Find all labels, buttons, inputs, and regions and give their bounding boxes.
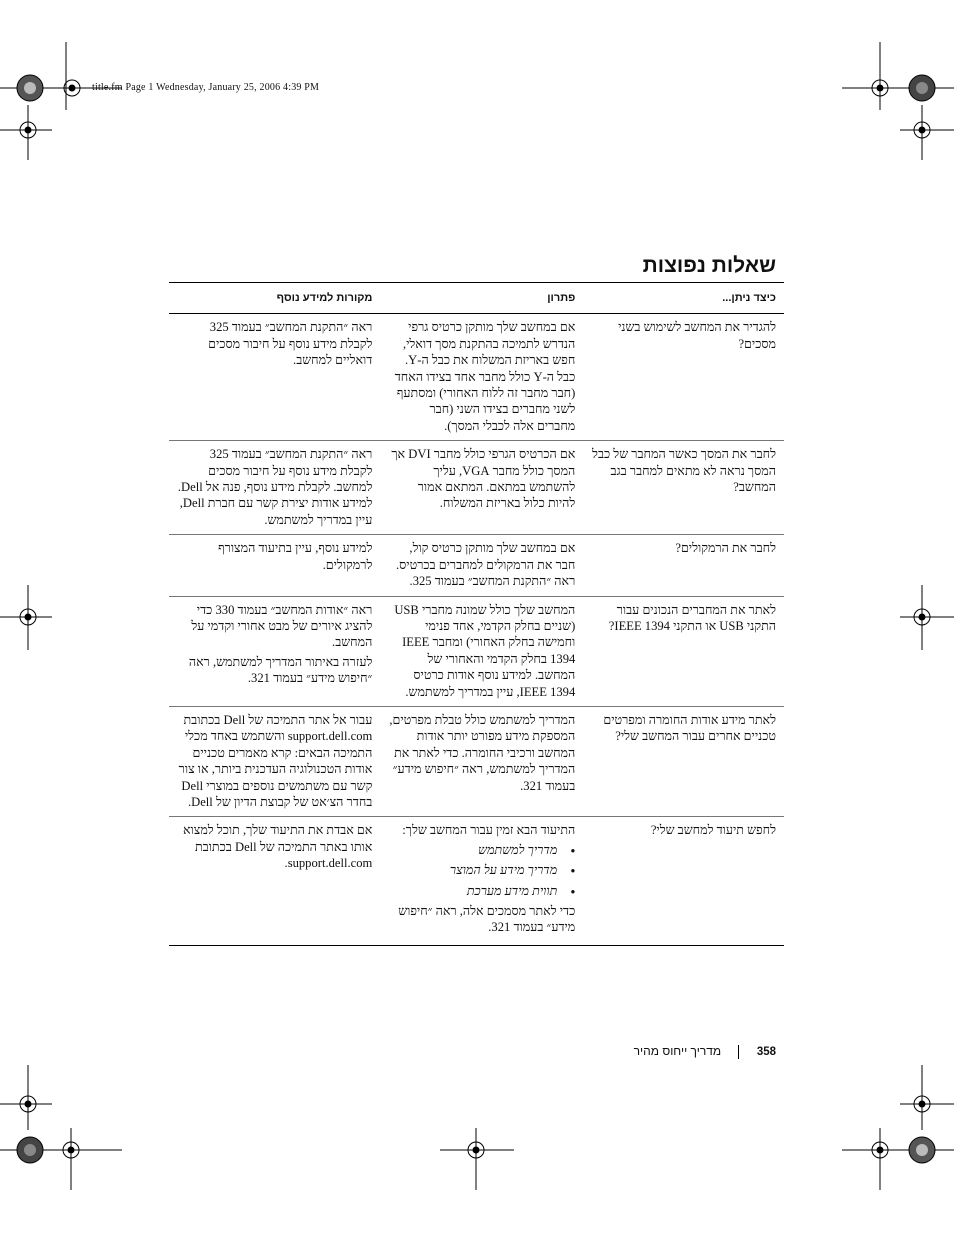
print-header-info: title.fm Page 1 Wednesday, January 25, 2006 4:39 PM	[92, 82, 320, 93]
registration-starburst	[909, 75, 935, 101]
solution-cell: אם במחשב שלך מותקן כרטיס קול, חבר את הרמקולים למחברים בכרטיס. ראה ״התקנת המחשב״ בעמוד 325.	[380, 535, 583, 596]
list-item: ● מדריך למשתמש	[388, 842, 557, 858]
registration-starburst	[17, 75, 43, 101]
question-cell: לחפש תיעוד למחשב שלי?	[583, 817, 784, 945]
column-header-solution: פתרון	[380, 283, 583, 314]
page-title: שאלות נפוצות	[642, 254, 776, 277]
list-item: ● תווית מידע מערכת	[388, 883, 557, 899]
registration-starburst	[17, 1137, 43, 1163]
list-item: ● מדריך מידע על המוצר	[388, 862, 557, 878]
solution-cell: המדריך למשתמש כולל טבלת מפרטים, המספקת מידע מפורט יותר אודות המחשב ורכיבי החומרה. כדי לאתר את המדריך למשתמש, ראה ״חיפוש מידע״ בעמוד 321.	[380, 706, 583, 816]
resources-cell: אם אבדת את התיעוד שלך, תוכל למצוא אותו באתר התמיכה של Dell בכתובת support.dell.com.	[169, 817, 380, 945]
resources-cell: ראה ״התקנת המחשב״ בעמוד 325 לקבלת מידע נוסף על חיבור מסכים למחשב. לקבלת מידע נוסף, פנה אל Dell. למידע אודות יצירת קשר עם חברת Dell, עיין במדריך למשתמש.	[169, 441, 380, 535]
footer-divider	[738, 1045, 739, 1059]
resources-cell	[169, 596, 380, 706]
table-row	[169, 314, 784, 441]
solution-cell	[380, 817, 583, 945]
question-cell: להגדיר את המחשב לשימוש בשני מסכים?	[583, 314, 784, 441]
page-footer	[634, 1044, 776, 1059]
table-header-row	[169, 283, 784, 314]
question-cell: לאתר מידע אודות החומרה ומפרטים טכניים אחרים עבור המחשב שלי?	[583, 706, 784, 816]
resources-paragraph: לעזרה באיתור המדריך למשתמש, ראה ״חיפוש מידע״ בעמוד 321.	[188, 654, 373, 686]
solution-intro: התיעוד הבא זמין עבור המחשב שלך:	[402, 823, 576, 838]
question-cell: לחבר את הרמקולים?	[583, 535, 784, 596]
guide-name: מדריך ייחוס מהיר	[633, 1044, 722, 1058]
registration-starburst	[909, 1137, 935, 1163]
resources-cell: עבור אל אתר התמיכה של Dell בכתובת support.dell.com והשתמש באחד מכלי התמיכה הבאים: קרא מאמרים טכניים אודות הטכנולוגיה העדכנית ביותר, או צור קשר עם משתמשים נוספים במוצרי Dell בחדר הצ׳אט של קבוצת הדיון של Dell.	[169, 706, 380, 816]
documentation-list	[388, 842, 575, 899]
solution-cell: המחשב שלך כולל שמונה מחברי USB (שניים בחלק הקדמי, אחד פנימי וחמישה בחלק האחורי) ומחבר IEEE 1394 בחלק הקדמי והאחורי של המחשב. למידע נוסף אודות כרטיס IEEE 1394, עיין במדריך למשתמש.	[380, 596, 583, 706]
question-cell: לחבר את המסך כאשר המחבר של כבל המסך נראה לא מתאים למחבר בגב המחשב?	[583, 441, 784, 535]
table-row	[169, 441, 784, 535]
faq-table	[169, 282, 784, 946]
table-row	[169, 817, 784, 945]
table-row	[169, 535, 784, 596]
table-row	[169, 706, 784, 816]
question-cell: לאתר את המחברים הנכונים עבור התקני USB או התקני IEEE 1394?	[583, 596, 784, 706]
column-header-question: כיצד ניתן...	[583, 283, 784, 314]
resources-cell: ראה ״התקנת המחשב״ בעמוד 325 לקבלת מידע נוסף על חיבור מסכים דואליים למחשב.	[169, 314, 380, 441]
solution-cell: אם במחשב שלך מותקן כרטיס גרפי הנדרש לתמיכה בהתקנת מסך דואלי, חפש באריזת המשלוח את כבל ה-Y. כבל ה-Y כולל מחבר אחד בצידו האחד (חבר מחבר זה ללוח האחורי) ומסתעף לשני מחברים בצידו השני (חבר מחברים אלה לכבלי המסך).	[380, 314, 583, 441]
resources-cell: למידע נוסף, עיין בתיעוד המצורף לרמקולים.	[169, 535, 380, 596]
solution-outro: כדי לאתר מסמכים אלה, ראה ״חיפוש מידע״ בעמוד 321.	[398, 904, 576, 935]
resources-paragraph: ראה ״אודות המחשב״ בעמוד 330 כדי להציג איורים של מבט אחורי וקדמי על המחשב.	[191, 602, 373, 650]
column-header-resources: מקורות למידע נוסף	[169, 283, 380, 314]
page-number: 358	[756, 1046, 776, 1058]
table-row	[169, 596, 784, 706]
solution-cell: אם הכרטיס הגרפי כולל מחבר DVI אך המסך כולל מחבר VGA, עליך להשתמש במתאם. המתאם אמור להיות כלול באריזת המשלוח.	[380, 441, 583, 535]
